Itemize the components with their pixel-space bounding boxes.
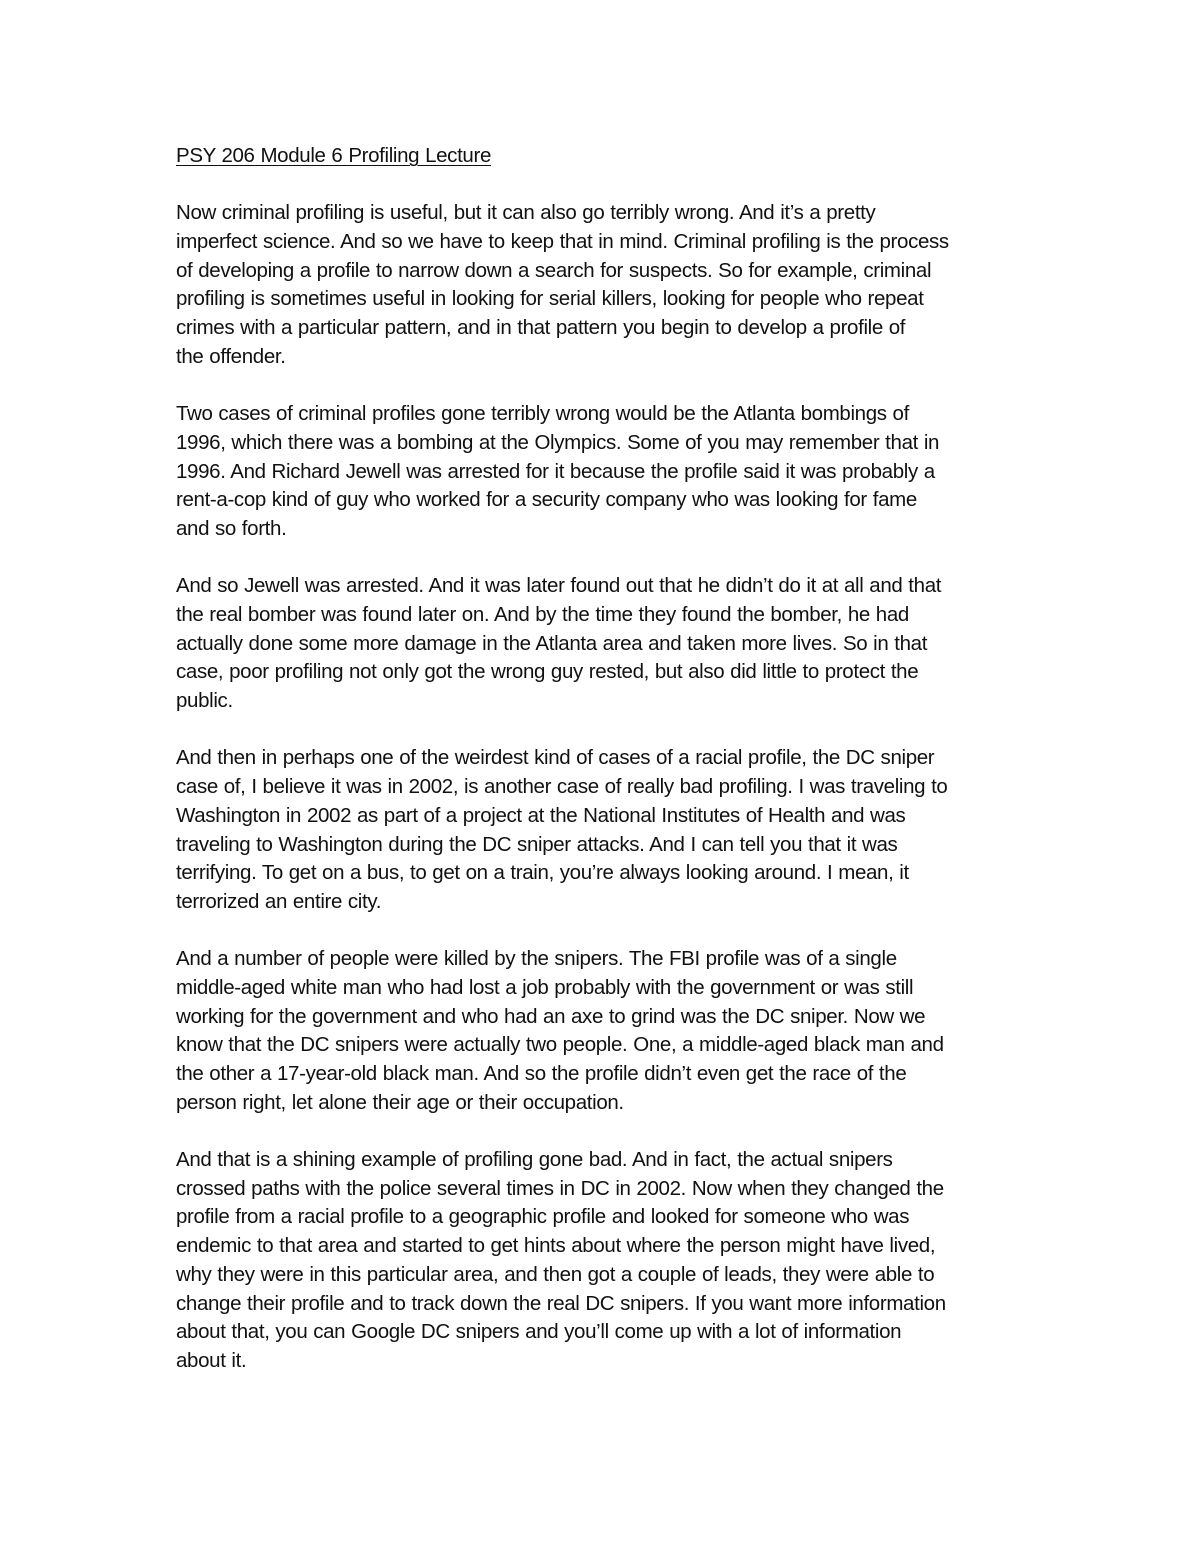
paragraph-line: case of, I believe it was in 2002, is another case of really bad profiling. I was traveling to — [176, 775, 948, 799]
paragraph-4 — [176, 744, 1036, 916]
paragraph-line: 1996, which there was a bombing at the Olympics. Some of you may remember that in — [176, 430, 940, 454]
document-title: PSY 206 Module 6 Profiling Lecture — [176, 144, 492, 167]
paragraph-line: imperfect science. And so we have to keep that in mind. Criminal profiling is the process — [176, 230, 949, 254]
paragraph-5 — [176, 945, 1036, 1117]
paragraph-line: middle-aged white man who had lost a job probably with the government or was still — [176, 975, 914, 999]
paragraph-line: And then in perhaps one of the weirdest kind of cases of a racial profile, the DC sniper — [176, 746, 935, 770]
paragraph-line: person right, let alone their age or their occupation. — [176, 1090, 624, 1114]
paragraph-3 — [176, 572, 1036, 715]
paragraph-line: traveling to Washington during the DC sniper attacks. And I can tell you that it was — [176, 832, 898, 856]
paragraph-line: public. — [176, 689, 233, 713]
paragraph-line: And a number of people were killed by the snipers. The FBI profile was of a single — [176, 947, 897, 971]
paragraph-line: working for the government and who had an axe to grind was the DC sniper. Now we — [176, 1004, 926, 1028]
paragraph-2 — [176, 400, 1036, 543]
paragraph-line: and so forth. — [176, 516, 287, 540]
paragraph-line: case, poor profiling not only got the wrong guy rested, but also did little to protect the — [176, 660, 919, 684]
paragraph-line: Now criminal profiling is useful, but it can also go terribly wrong. And it’s a pretty — [176, 201, 876, 225]
paragraph-line: know that the DC snipers were actually two people. One, a middle-aged black man and — [176, 1033, 944, 1057]
paragraph-line: crimes with a particular pattern, and in that pattern you begin to develop a profile of — [176, 316, 906, 340]
paragraph-line: 1996. And Richard Jewell was arrested for it because the profile said it was probably a — [176, 459, 935, 483]
document-body — [176, 142, 1036, 1404]
paragraph-line: about it. — [176, 1348, 247, 1372]
paragraph-line: Two cases of criminal profiles gone terribly wrong would be the Atlanta bombings of — [176, 402, 909, 426]
paragraph-1 — [176, 199, 1036, 371]
paragraph-line: the other a 17-year-old black man. And so the profile didn’t even get the race of the — [176, 1062, 907, 1086]
paragraph-line: actually done some more damage in the Atlanta area and taken more lives. So in that — [176, 631, 928, 655]
paragraph-6 — [176, 1146, 1036, 1376]
paragraph-line: terrorized an entire city. — [176, 889, 382, 913]
paragraph-line: rent-a-cop kind of guy who worked for a security company who was looking for fame — [176, 488, 917, 512]
paragraph-line: of developing a profile to narrow down a search for suspects. So for example, criminal — [176, 258, 932, 282]
paragraph-line: why they were in this particular area, and then got a couple of leads, they were able to — [176, 1262, 935, 1286]
paragraph-line: the real bomber was found later on. And by the time they found the bomber, he had — [176, 603, 909, 627]
paragraph-line: the offender. — [176, 344, 286, 368]
paragraph-line: about that, you can Google DC snipers and you’ll come up with a lot of information — [176, 1320, 902, 1344]
paragraph-line: change their profile and to track down the real DC snipers. If you want more information — [176, 1291, 946, 1315]
paragraph-line: And so Jewell was arrested. And it was later found out that he didn’t do it at all and that — [176, 574, 942, 598]
paragraph-line: profile from a racial profile to a geographic profile and looked for someone who was — [176, 1205, 910, 1229]
paragraph-line: endemic to that area and started to get hints about where the person might have lived, — [176, 1234, 936, 1258]
paragraph-line: And that is a shining example of profiling gone bad. And in fact, the actual snipers — [176, 1148, 893, 1172]
paragraph-line: Washington in 2002 as part of a project at the National Institutes of Health and was — [176, 803, 906, 827]
paragraph-line: crossed paths with the police several times in DC in 2002. Now when they changed the — [176, 1176, 944, 1200]
paragraph-line: terrifying. To get on a bus, to get on a train, you’re always looking around. I mean, it — [176, 861, 909, 885]
paragraph-line: profiling is sometimes useful in looking for serial killers, looking for people who repeat — [176, 287, 924, 311]
